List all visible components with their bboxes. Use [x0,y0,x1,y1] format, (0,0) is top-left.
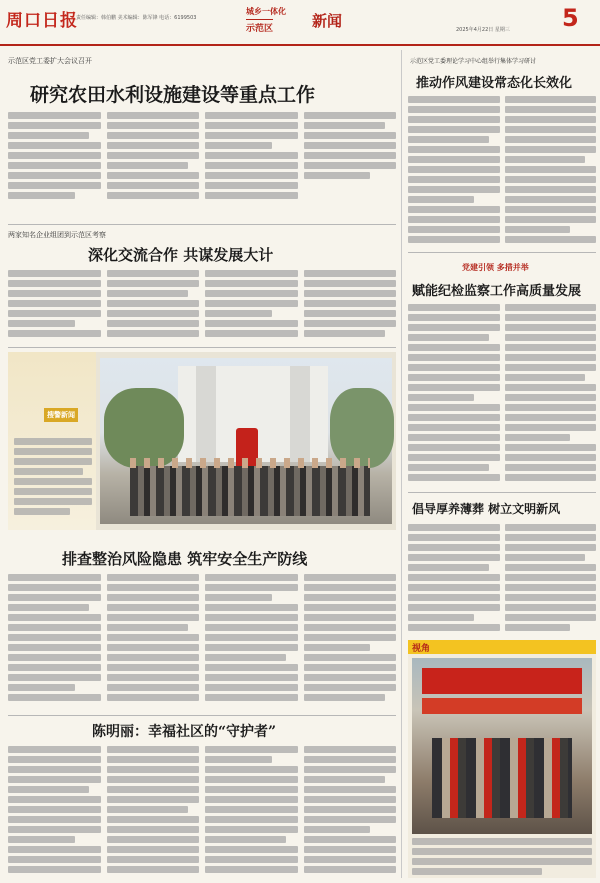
article-4-body [8,746,396,878]
article-1-kicker: 示范区党工委扩大会议召开 [8,57,92,65]
article-1-headline: 研究农田水利设施建设等重点工作 [30,84,316,106]
article-2-body [8,270,396,342]
article-2-headline: 深化交流合作 共谋发展大计 [88,246,274,264]
photo-news-block [8,352,396,530]
rule [408,252,596,253]
column-divider [401,50,402,878]
article-4-headline: 陈明丽：幸福社区的“守护者” [92,724,277,740]
right-1-headline: 推动作风建设常态化长效化 [416,76,573,91]
right-2-kicker: 党建引领 多措并举 [462,262,529,272]
page-number: 5 [562,4,579,32]
newspaper-logo: 周口日报 [6,11,78,31]
right-1-body [408,96,596,248]
rule [8,224,396,225]
right-2-body [408,304,596,488]
article-3-headline: 排查整治风险隐患 筑牢安全生产防线 [62,550,308,568]
right-2-headline: 赋能纪检监察工作高质量发展 [412,284,582,299]
section-kicker: 城乡一体化 [246,6,286,16]
shijiao-label: 视角 [412,644,431,654]
rule [8,715,396,716]
rule [8,347,396,348]
article-3-body [8,574,396,710]
editor-info: 责任编辑：韩伯鹏 美术编辑：陈军锋 电话：6199503 [76,15,197,21]
article-1-body [8,112,396,212]
section-header [246,6,366,36]
volunteer-photo [412,658,592,834]
section-sub: 示范区 [246,19,273,34]
article-2-kicker: 两家知名企业组团到示范区考察 [8,231,106,239]
rule [408,492,596,493]
right-3-headline: 倡导厚养薄葬 树立文明新风 [412,502,561,516]
issue-date: 2025年4月22日 星期三 [456,27,510,33]
right-1-kicker: 示范区党工委理论学习中心组举行集体学习研讨 [410,58,537,65]
section-title: 新闻 [312,12,343,30]
photo-caption-text [14,438,92,524]
ceremony-photo [100,358,392,524]
shijiao-block [408,640,596,878]
shijiao-bar [408,640,596,654]
masthead [0,0,600,46]
photo-news-tag: 搜警新闻 [44,408,78,422]
right-3-body [408,524,596,636]
shijiao-caption [412,838,592,876]
